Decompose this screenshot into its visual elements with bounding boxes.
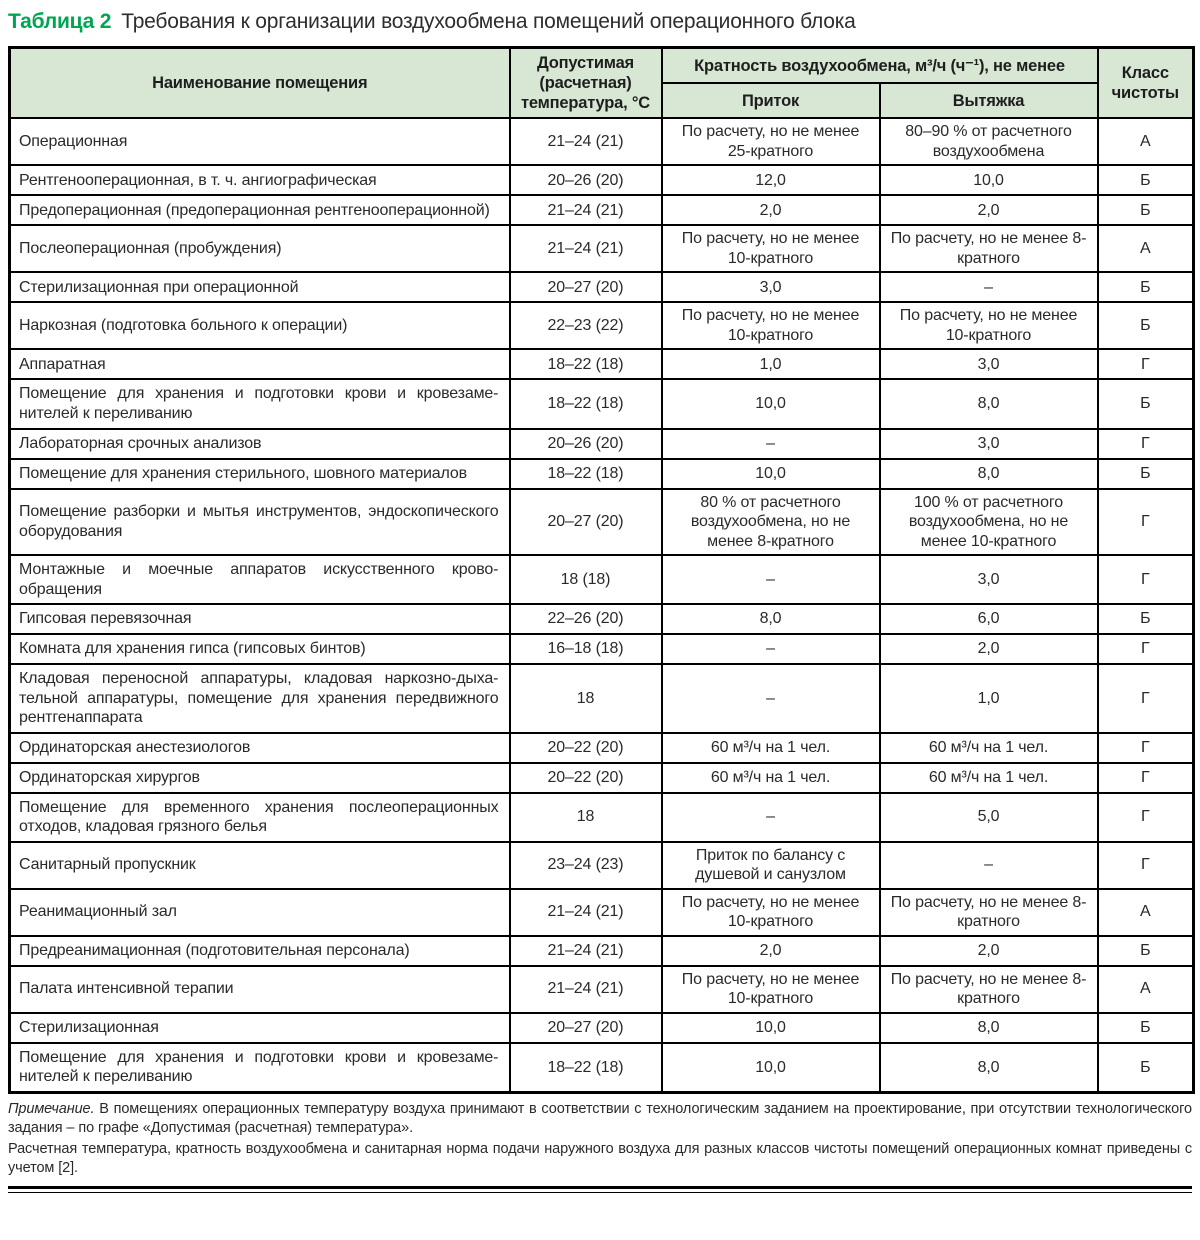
temperature-cell: 18–22 (18): [510, 349, 662, 379]
inflow-cell: 60 м³/ч на 1 чел.: [662, 733, 880, 763]
inflow-cell: –: [662, 555, 880, 604]
outflow-cell: По расчету, но не менее 10-кратного: [880, 302, 1098, 349]
temperature-cell: 18: [510, 664, 662, 733]
header-cleanliness-class: Класс чистоты: [1098, 48, 1194, 119]
room-name: Помещение для хранения и подготовки крови и кровезаменителей к переливанию: [10, 1043, 510, 1093]
cleanliness-class-cell: Г: [1098, 555, 1194, 604]
header-room-name: Наименование помещения: [10, 48, 510, 119]
room-name: Санитарный пропускник: [10, 842, 510, 889]
table-row: [10, 634, 1194, 664]
room-name: Ординаторская анестезиологов: [10, 733, 510, 763]
table-row: [10, 889, 1194, 936]
temperature-cell: 21–24 (21): [510, 966, 662, 1013]
outflow-cell: По расчету, но не менее 8-кратного: [880, 889, 1098, 936]
cleanliness-class-cell: Г: [1098, 793, 1194, 842]
footnote-label: Примечание.: [8, 1100, 95, 1117]
room-name: Наркозная (подготовка больного к операции): [10, 302, 510, 349]
temperature-cell: 18–22 (18): [510, 1043, 662, 1093]
temperature-cell: 18–22 (18): [510, 459, 662, 489]
table-row: [10, 195, 1194, 225]
table-row: [10, 429, 1194, 459]
outflow-cell: 6,0: [880, 604, 1098, 634]
room-name: Реанимационный зал: [10, 889, 510, 936]
inflow-cell: 2,0: [662, 936, 880, 966]
table-row: [10, 272, 1194, 302]
room-name: Помещение для хранения стерильного, шовного материалов: [10, 459, 510, 489]
table-row: [10, 664, 1194, 733]
temperature-cell: 20–26 (20): [510, 165, 662, 195]
outflow-cell: 80–90 % от расчетного воздухообмена: [880, 118, 1098, 165]
header-outflow: Вытяжка: [880, 83, 1098, 118]
outflow-cell: 5,0: [880, 793, 1098, 842]
outflow-cell: –: [880, 842, 1098, 889]
inflow-cell: 3,0: [662, 272, 880, 302]
outflow-cell: 60 м³/ч на 1 чел.: [880, 763, 1098, 793]
header-inflow: Приток: [662, 83, 880, 118]
outflow-cell: 3,0: [880, 555, 1098, 604]
table-number-label: Таблица 2: [8, 10, 112, 33]
outflow-cell: 8,0: [880, 459, 1098, 489]
cleanliness-class-cell: А: [1098, 225, 1194, 272]
table-title-text: Требования к организации воздухообмена помещений операционного блока: [121, 10, 856, 33]
temperature-cell: 22–26 (20): [510, 604, 662, 634]
bottom-rule-thin: [8, 1192, 1192, 1193]
cleanliness-class-cell: Б: [1098, 936, 1194, 966]
temperature-cell: 21–24 (21): [510, 936, 662, 966]
table-row: [10, 842, 1194, 889]
table-row: [10, 1013, 1194, 1043]
temperature-cell: 18–22 (18): [510, 379, 662, 428]
room-name: Гипсовая перевязочная: [10, 604, 510, 634]
inflow-cell: –: [662, 634, 880, 664]
inflow-cell: 10,0: [662, 1013, 880, 1043]
cleanliness-class-cell: Б: [1098, 604, 1194, 634]
cleanliness-class-cell: Б: [1098, 272, 1194, 302]
room-name: Помещение разборки и мытья инструментов, эндоскопического оборудования: [10, 489, 510, 556]
inflow-cell: 10,0: [662, 379, 880, 428]
outflow-cell: 100 % от расчетного воздухообмена, но не менее 10-кратного: [880, 489, 1098, 556]
room-name: Лабораторная срочных анализов: [10, 429, 510, 459]
outflow-cell: По расчету, но не менее 8-кратного: [880, 225, 1098, 272]
cleanliness-class-cell: Г: [1098, 634, 1194, 664]
inflow-cell: По расчету, но не менее 10-кратного: [662, 225, 880, 272]
table-row: [10, 733, 1194, 763]
cleanliness-class-cell: Г: [1098, 664, 1194, 733]
table-body: [10, 118, 1194, 1092]
footnote-2: Расчетная температура, кратность воздухообмена и санитарная норма подачи наружного воздуха для разных классов чистоты помещений операционных комнат приведены с учетом [2].: [8, 1141, 1192, 1177]
room-name: Операционная: [10, 118, 510, 165]
room-name: Помещение для временного хранения послеоперационных отходов, кладовая грязного белья: [10, 793, 510, 842]
table-row: [10, 489, 1194, 556]
outflow-cell: 1,0: [880, 664, 1098, 733]
inflow-cell: 2,0: [662, 195, 880, 225]
footnote-1-text: В помещениях операционных температуру воздуха принимают в соответствии с технологическим заданием на проектирование, при отсутствии технологического задания – по графе «Допустимая (расчетная) температура».: [8, 1100, 1192, 1136]
table-row: [10, 165, 1194, 195]
temperature-cell: 18 (18): [510, 555, 662, 604]
temperature-cell: 16–18 (18): [510, 634, 662, 664]
inflow-cell: По расчету, но не менее 25-кратного: [662, 118, 880, 165]
cleanliness-class-cell: Г: [1098, 349, 1194, 379]
room-name: Предоперационная (предоперационная рентгенооперационной): [10, 195, 510, 225]
bottom-rule: [8, 1186, 1192, 1193]
outflow-cell: По расчету, но не менее 8-кратного: [880, 966, 1098, 1013]
inflow-cell: По расчету, но не менее 10-кратного: [662, 889, 880, 936]
inflow-cell: 8,0: [662, 604, 880, 634]
room-name: Послеоперационная (пробуждения): [10, 225, 510, 272]
table-title: [8, 10, 1192, 34]
table-row: [10, 793, 1194, 842]
temperature-cell: 20–22 (20): [510, 733, 662, 763]
cleanliness-class-cell: Б: [1098, 302, 1194, 349]
header-temperature: Допустимая (расчетная) температура, °С: [510, 48, 662, 119]
inflow-cell: –: [662, 793, 880, 842]
cleanliness-class-cell: Б: [1098, 459, 1194, 489]
cleanliness-class-cell: А: [1098, 889, 1194, 936]
cleanliness-class-cell: Б: [1098, 1043, 1194, 1093]
inflow-cell: 80 % от расчетного воздухообмена, но не менее 8-кратного: [662, 489, 880, 556]
temperature-cell: 22–23 (22): [510, 302, 662, 349]
inflow-cell: –: [662, 429, 880, 459]
room-name: Стерилизационная: [10, 1013, 510, 1043]
room-name: Помещение для хранения и подготовки крови и кровезаменителей к переливанию: [10, 379, 510, 428]
table-row: [10, 302, 1194, 349]
inflow-cell: По расчету, но не менее 10-кратного: [662, 966, 880, 1013]
room-name: Предреанимационная (подготовительная персонала): [10, 936, 510, 966]
table-row: [10, 118, 1194, 165]
outflow-cell: 10,0: [880, 165, 1098, 195]
table-row: [10, 225, 1194, 272]
outflow-cell: 8,0: [880, 1043, 1098, 1093]
table-row: [10, 379, 1194, 428]
outflow-cell: –: [880, 272, 1098, 302]
table-row: [10, 1043, 1194, 1093]
cleanliness-class-cell: Б: [1098, 379, 1194, 428]
header-exchange-rate: Кратность воздухообмена, м³/ч (ч⁻¹), не менее: [662, 48, 1098, 84]
inflow-cell: –: [662, 664, 880, 733]
temperature-cell: 21–24 (21): [510, 225, 662, 272]
outflow-cell: 60 м³/ч на 1 чел.: [880, 733, 1098, 763]
footnotes: [8, 1100, 1192, 1179]
inflow-cell: 60 м³/ч на 1 чел.: [662, 763, 880, 793]
table-row: [10, 966, 1194, 1013]
outflow-cell: 3,0: [880, 429, 1098, 459]
room-name: Рентгенооперационная, в т. ч. ангиографическая: [10, 165, 510, 195]
table-row: [10, 936, 1194, 966]
table-row: [10, 604, 1194, 634]
cleanliness-class-cell: Б: [1098, 165, 1194, 195]
room-name: Комната для хранения гипса (гипсовых бинтов): [10, 634, 510, 664]
outflow-cell: 8,0: [880, 379, 1098, 428]
room-name: Монтажные и моечные аппаратов искусственного кровообращения: [10, 555, 510, 604]
table-header: [10, 48, 1194, 119]
cleanliness-class-cell: А: [1098, 118, 1194, 165]
table-row: [10, 459, 1194, 489]
outflow-cell: 3,0: [880, 349, 1098, 379]
outflow-cell: 2,0: [880, 195, 1098, 225]
inflow-cell: 10,0: [662, 1043, 880, 1093]
inflow-cell: По расчету, но не менее 10-кратного: [662, 302, 880, 349]
cleanliness-class-cell: Г: [1098, 733, 1194, 763]
cleanliness-class-cell: Г: [1098, 429, 1194, 459]
temperature-cell: 20–27 (20): [510, 1013, 662, 1043]
inflow-cell: 12,0: [662, 165, 880, 195]
room-name: Аппаратная: [10, 349, 510, 379]
footnote-1: [8, 1100, 1192, 1138]
temperature-cell: 20–27 (20): [510, 489, 662, 556]
table-row: [10, 349, 1194, 379]
outflow-cell: 2,0: [880, 634, 1098, 664]
table-row: [10, 555, 1194, 604]
temperature-cell: 20–22 (20): [510, 763, 662, 793]
temperature-cell: 23–24 (23): [510, 842, 662, 889]
temperature-cell: 21–24 (21): [510, 889, 662, 936]
inflow-cell: 1,0: [662, 349, 880, 379]
room-name: Стерилизационная при операционной: [10, 272, 510, 302]
outflow-cell: 2,0: [880, 936, 1098, 966]
cleanliness-class-cell: Б: [1098, 195, 1194, 225]
cleanliness-class-cell: Г: [1098, 763, 1194, 793]
cleanliness-class-cell: А: [1098, 966, 1194, 1013]
cleanliness-class-cell: Г: [1098, 842, 1194, 889]
inflow-cell: 10,0: [662, 459, 880, 489]
room-name: Кладовая переносной аппаратуры, кладовая наркозно-дыхательной аппаратуры, помещение для хранения передвижного рентгенаппарата: [10, 664, 510, 733]
temperature-cell: 18: [510, 793, 662, 842]
room-name: Ординаторская хирургов: [10, 763, 510, 793]
room-name: Палата интенсивной терапии: [10, 966, 510, 1013]
outflow-cell: 8,0: [880, 1013, 1098, 1043]
temperature-cell: 20–27 (20): [510, 272, 662, 302]
cleanliness-class-cell: Г: [1098, 489, 1194, 556]
temperature-cell: 20–26 (20): [510, 429, 662, 459]
table-row: [10, 763, 1194, 793]
temperature-cell: 21–24 (21): [510, 118, 662, 165]
temperature-cell: 21–24 (21): [510, 195, 662, 225]
air-exchange-table: [8, 46, 1195, 1094]
cleanliness-class-cell: Б: [1098, 1013, 1194, 1043]
inflow-cell: Приток по балансу с душевой и санузлом: [662, 842, 880, 889]
